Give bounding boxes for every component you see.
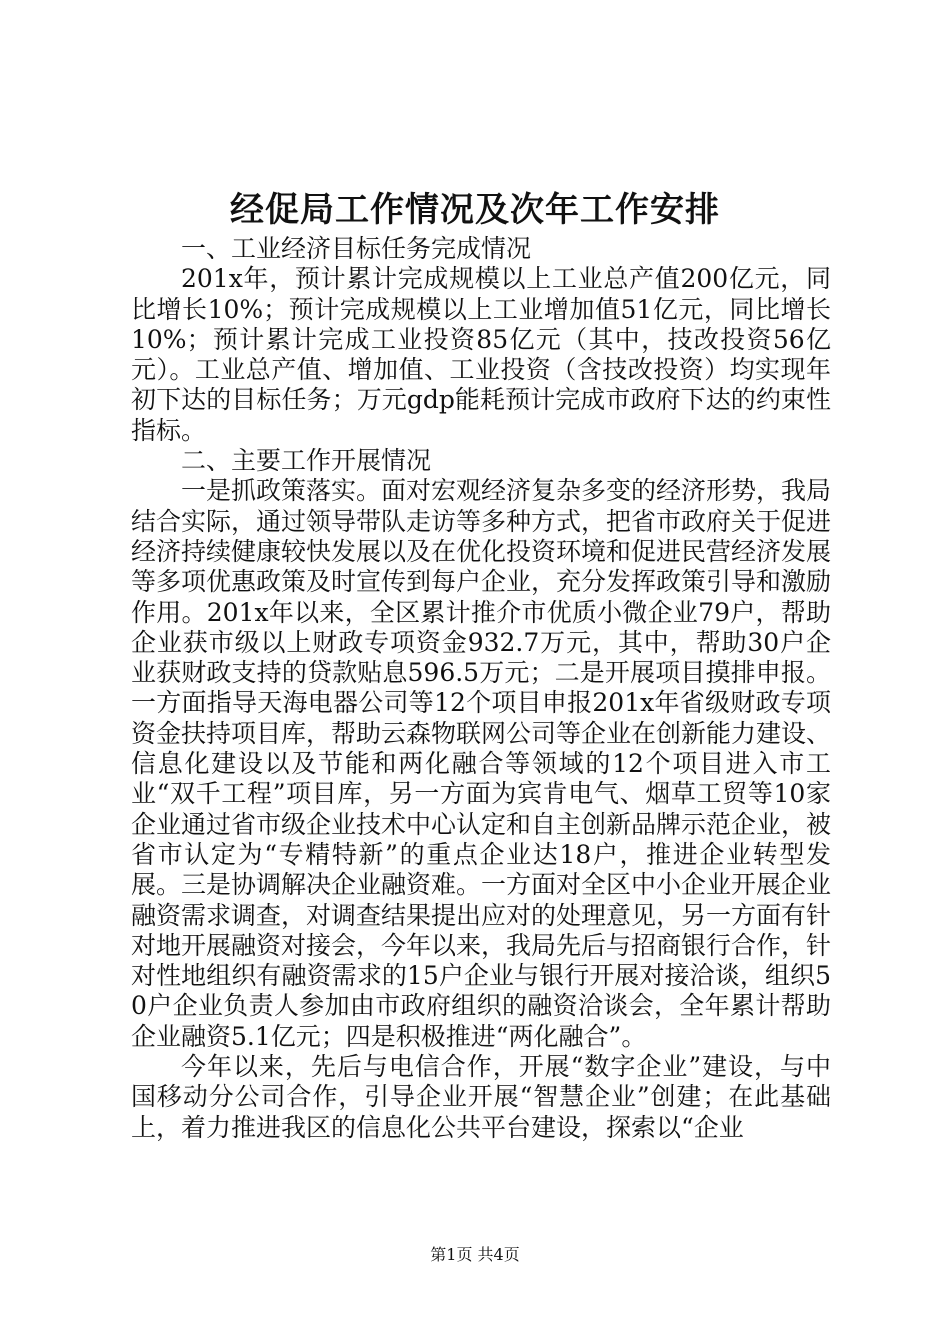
- document-body: [131, 234, 831, 1143]
- section-heading-1: 一、工业经济目标任务完成情况: [181, 234, 532, 263]
- section-heading-2: 二、主要工作开展情况: [181, 446, 432, 476]
- paragraph-3: 今年以来，先后与电信合作，开展“数字企业”建设，与中国移动分公司合作，引导企业开展“智慧企业”创建；在此基础上，着力推进我区的信息化公共平台建设，探索以“企业: [131, 1052, 831, 1142]
- paragraph-1: 201x年，预计累计完成规模以上工业总产值200亿元，同比增长10%；预计完成规模以上工业增加值51亿元，同比增长10%；预计累计完成工业投资85亿元（其中，技改投资56亿元）。工业总产值、增加值、工业投资（含技改投资）均实现年初下达的目标任务；万元gdp能耗预计完成市政府下达的约束性指标。: [131, 264, 831, 445]
- paragraph-2: 一是抓政策落实。面对宏观经济复杂多变的经济形势，我局结合实际，通过领导带队走访等多种方式，把省市政府关于促进经济持续健康较快发展以及在优化投资环境和促进民营经济发展等多项优惠政策及时宣传到每户企业，充分发挥政策引导和激励作用。201x年以来，全区累计推介市优质小微企业79户，帮助企业获市级以上财政专项资金932.7万元，其中，帮助30户企业获财政支持的贷款贴息596.5万元；二是开展项目摸排申报。一方面指导天海电器公司等12个项目申报201x年省级财政专项资金扶持项目库，帮助云森物联网公司等企业在创新能力建设、信息化建设以及节能和两化融合等领域的12个项目进入市工业“双千工程”项目库，另一方面为宾肯电气、烟草工贸等10家企业通过省市级企业技术中心认定和自主创新品牌示范企业，被省市认定为“专精特新”的重点企业达18户，推进企业转型发展。三是协调解决企业融资难。一方面对全区中小企业开展企业融资需求调查，对调查结果提出应对的处理意见，另一方面有针对地开展融资对接会，今年以来，我局先后与招商银行合作，针对性地组织有融资需求的15户企业与银行开展对接洽谈，组织50户企业负责人参加由市政府组织的融资洽谈会，全年累计帮助企业融资5.1亿元；四是积极推进“两化融合”。: [131, 476, 832, 1051]
- page-title: 经促局工作情况及次年工作安排: [230, 190, 720, 230]
- page-footer: 第1页 共4页: [430, 1245, 520, 1264]
